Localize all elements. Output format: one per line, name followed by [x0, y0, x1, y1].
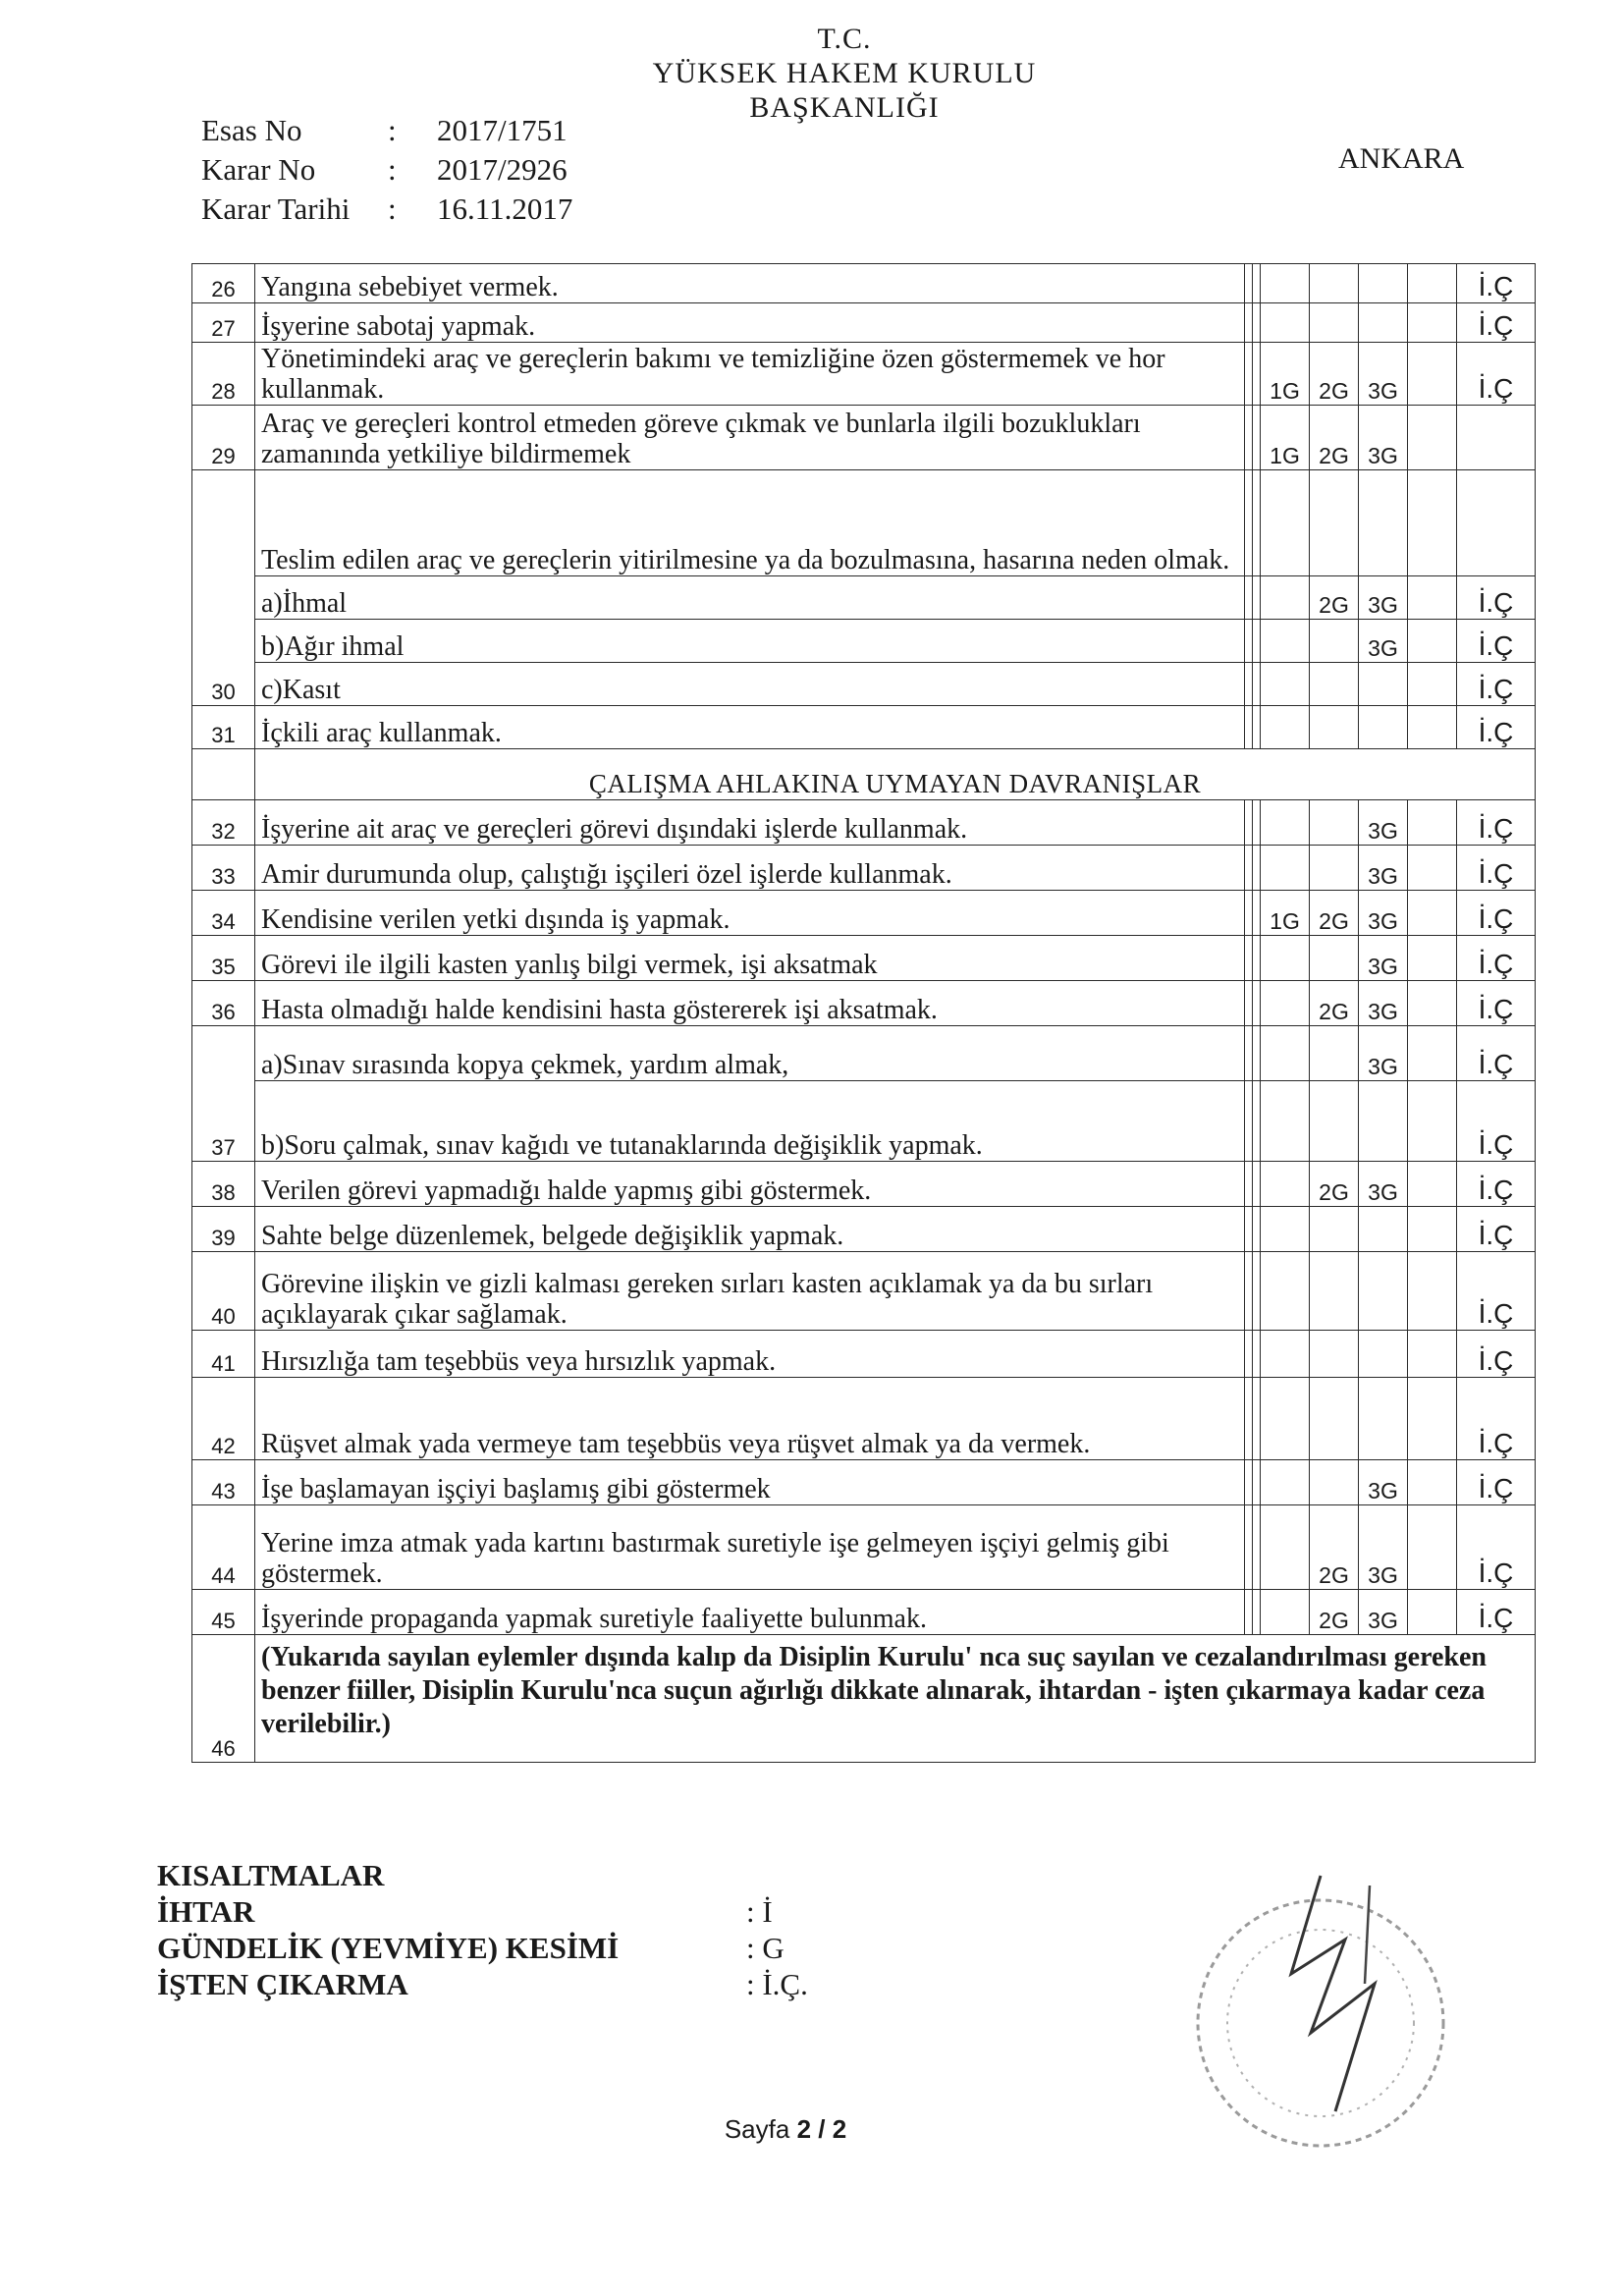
row-number: 40 — [192, 1252, 255, 1331]
row-number: 37 — [192, 1026, 255, 1162]
meta-colon: : — [388, 191, 397, 226]
row-description: İşyerine ait araç ve gereçleri görevi dışındaki işlerde kullanmak. — [255, 800, 1245, 846]
table-row — [192, 800, 1536, 846]
institution-header — [589, 22, 1100, 125]
penalty-dismissal: İ.Ç — [1457, 1026, 1536, 1081]
table-row — [192, 620, 1536, 663]
meta-colon: : — [388, 152, 397, 187]
penalty-dismissal: İ.Ç — [1457, 1252, 1536, 1331]
penalty-dismissal: İ.Ç — [1457, 1081, 1536, 1162]
row-description: İşe başlamayan işçiyi başlamış gibi göstermek — [255, 1460, 1245, 1505]
row-number: 46 — [192, 1635, 255, 1763]
penalty-3g: 3G — [1359, 936, 1408, 981]
table-row — [192, 846, 1536, 891]
penalty-dismissal: İ.Ç — [1457, 1331, 1536, 1378]
table-row — [192, 936, 1536, 981]
meta-colon: : — [388, 113, 397, 147]
penalty-dismissal: İ.Ç — [1457, 891, 1536, 936]
penalty-3g: 3G — [1359, 891, 1408, 936]
row-number: 32 — [192, 800, 255, 846]
row-description: Rüşvet almak yada vermeye tam teşebbüs veya rüşvet almak ya da vermek. — [255, 1378, 1245, 1460]
row-description: Yangına sebebiyet vermek. — [255, 264, 1245, 303]
table-row — [192, 1378, 1536, 1460]
row-number: 33 — [192, 846, 255, 891]
header-line-tc: T.C. — [817, 23, 872, 55]
row-description: Verilen görevi yapmadığı halde yapmış gibi göstermek. — [255, 1162, 1245, 1207]
row-description: (Yukarıda sayılan eylemler dışında kalıp da Disiplin Kurulu' nca suç sayılan ve cezalandırılması gereken benzer fiiller, Disiplin Kurulu'nca suçun ağırlığı dikkate alınarak, ihtardan - işten çıkarmaya kadar ceza verilebilir.) — [255, 1635, 1536, 1763]
row-description: İçkili araç kullanmak. — [255, 706, 1245, 749]
abbreviation-code: : G — [746, 1931, 784, 1965]
row-number: 28 — [192, 343, 255, 406]
row-description: a)Sınav sırasında kopya çekmek, yardım almak, — [255, 1026, 1245, 1081]
penalty-table — [191, 263, 1536, 1763]
table-row — [192, 663, 1536, 706]
row-number: 45 — [192, 1590, 255, 1635]
row-number: 43 — [192, 1460, 255, 1505]
row-number: 26 — [192, 264, 255, 303]
penalty-3g: 3G — [1359, 1505, 1408, 1590]
city-label: ANKARA — [1338, 142, 1465, 175]
table-row — [192, 981, 1536, 1026]
row-number: 27 — [192, 303, 255, 343]
abbreviations — [157, 1858, 808, 2002]
page-number: 2 / 2 — [796, 2114, 847, 2144]
row-number: 44 — [192, 1505, 255, 1590]
meta-value: 2017/1751 — [437, 113, 568, 147]
penalty-dismissal: İ.Ç — [1457, 264, 1536, 303]
table-row — [192, 264, 1536, 303]
meta-value: 16.11.2017 — [437, 191, 573, 226]
section-heading: ÇALIŞMA AHLAKINA UYMAYAN DAVRANIŞLAR — [255, 749, 1536, 800]
abbreviation-item — [157, 1966, 808, 2002]
abbreviation-code: : İ.Ç. — [746, 1967, 808, 2001]
penalty-1g: 1G — [1261, 891, 1310, 936]
penalty-2g: 2G — [1310, 1590, 1359, 1635]
row-number: 42 — [192, 1378, 255, 1460]
table-row — [192, 1590, 1536, 1635]
penalty-dismissal: İ.Ç — [1457, 981, 1536, 1026]
row-description: Teslim edilen araç ve gereçlerin yitirilmesine ya da bozulmasına, hasarına neden olmak. — [255, 470, 1245, 576]
penalty-3g: 3G — [1359, 1026, 1408, 1081]
penalty-1g: 1G — [1261, 343, 1310, 406]
penalty-2g: 2G — [1310, 406, 1359, 470]
meta-row-tarih — [201, 191, 572, 231]
row-description: Görevine ilişkin ve gizli kalması gereken sırları kasten açıklamak ya da bu sırları açıklayarak çıkar sağlamak. — [255, 1252, 1245, 1331]
penalty-1g: 1G — [1261, 406, 1310, 470]
row-number: 35 — [192, 936, 255, 981]
penalty-dismissal: İ.Ç — [1457, 846, 1536, 891]
table-row — [192, 1026, 1536, 1081]
row-description: Amir durumunda olup, çalıştığı işçileri özel işlerde kullanmak. — [255, 846, 1245, 891]
table-row — [192, 1331, 1536, 1378]
meta-row-karar — [201, 152, 572, 191]
penalty-dismissal: İ.Ç — [1457, 620, 1536, 663]
penalty-dismissal: İ.Ç — [1457, 303, 1536, 343]
table-row — [192, 1460, 1536, 1505]
row-number: 34 — [192, 891, 255, 936]
abbreviation-item — [157, 1930, 808, 1966]
table-row — [192, 1207, 1536, 1252]
row-number: 29 — [192, 406, 255, 470]
abbreviation-code: : İ — [746, 1894, 773, 1929]
penalty-2g: 2G — [1310, 891, 1359, 936]
penalty-2g: 2G — [1310, 1162, 1359, 1207]
penalty-dismissal: İ.Ç — [1457, 1162, 1536, 1207]
penalty-dismissal: İ.Ç — [1457, 576, 1536, 620]
penalty-2g: 2G — [1310, 981, 1359, 1026]
penalty-3g: 3G — [1359, 1460, 1408, 1505]
penalty-dismissal: İ.Ç — [1457, 706, 1536, 749]
row-number: 30 — [192, 470, 255, 706]
meta-label: Karar Tarihi — [201, 191, 351, 226]
row-description: İşyerinde propaganda yapmak suretiyle faaliyette bulunmak. — [255, 1590, 1245, 1635]
table-row — [192, 576, 1536, 620]
penalty-3g: 3G — [1359, 1590, 1408, 1635]
table-row — [192, 406, 1536, 470]
row-description: b)Ağır ihmal — [255, 620, 1245, 663]
official-seal-stamp — [1173, 1866, 1468, 2160]
abbreviation-term: İHTAR — [157, 1894, 255, 1929]
section-row — [192, 749, 1536, 800]
table-row — [192, 470, 1536, 576]
page-label: Sayfa — [724, 2114, 790, 2144]
row-number: 38 — [192, 1162, 255, 1207]
penalty-dismissal: İ.Ç — [1457, 936, 1536, 981]
penalty-dismissal: İ.Ç — [1457, 343, 1536, 406]
abbreviation-item — [157, 1893, 808, 1930]
penalty-3g: 3G — [1359, 846, 1408, 891]
page-footer — [687, 2114, 884, 2145]
penalty-dismissal: İ.Ç — [1457, 1207, 1536, 1252]
penalty-dismissal: İ.Ç — [1457, 1460, 1536, 1505]
meta-row-esas — [201, 113, 572, 152]
penalty-2g: 2G — [1310, 1505, 1359, 1590]
table-row — [192, 891, 1536, 936]
penalty-3g: 3G — [1359, 800, 1408, 846]
penalty-dismissal: İ.Ç — [1457, 1505, 1536, 1590]
table-row — [192, 1635, 1536, 1763]
row-description: Hasta olmadığı halde kendisini hasta göstererek işi aksatmak. — [255, 981, 1245, 1026]
row-description: Araç ve gereçleri kontrol etmeden göreve çıkmak ve bunlarla ilgili bozuklukları zamanında yetkiliye bildirmemek — [255, 406, 1245, 470]
penalty-3g: 3G — [1359, 576, 1408, 620]
penalty-3g: 3G — [1359, 981, 1408, 1026]
row-description: Hırsızlığa tam teşebbüs veya hırsızlık yapmak. — [255, 1331, 1245, 1378]
penalty-3g: 3G — [1359, 620, 1408, 663]
penalty-dismissal: İ.Ç — [1457, 663, 1536, 706]
row-description: Kendisine verilen yetki dışında iş yapmak. — [255, 891, 1245, 936]
row-number: 31 — [192, 706, 255, 749]
penalty-3g: 3G — [1359, 1162, 1408, 1207]
case-meta — [201, 113, 572, 231]
row-number: 39 — [192, 1207, 255, 1252]
row-description: c)Kasıt — [255, 663, 1245, 706]
row-description: a)İhmal — [255, 576, 1245, 620]
row-description: İşyerine sabotaj yapmak. — [255, 303, 1245, 343]
penalty-2g: 2G — [1310, 343, 1359, 406]
table-row — [192, 343, 1536, 406]
table-row — [192, 706, 1536, 749]
abbreviation-term: İŞTEN ÇIKARMA — [157, 1967, 408, 2001]
row-description: b)Soru çalmak, sınav kağıdı ve tutanaklarında değişiklik yapmak. — [255, 1081, 1245, 1162]
penalty-dismissal: İ.Ç — [1457, 1590, 1536, 1635]
meta-label: Karar No — [201, 152, 316, 187]
row-description: Sahte belge düzenlemek, belgede değişiklik yapmak. — [255, 1207, 1245, 1252]
table-row — [192, 1162, 1536, 1207]
abbreviations-title: KISALTMALAR — [157, 1858, 385, 1892]
row-description: Görevi ile ilgili kasten yanlış bilgi vermek, işi aksatmak — [255, 936, 1245, 981]
meta-label: Esas No — [201, 113, 302, 147]
penalty-2g: 2G — [1310, 576, 1359, 620]
table-row — [192, 1252, 1536, 1331]
penalty-3g: 3G — [1359, 406, 1408, 470]
table-row — [192, 1505, 1536, 1590]
meta-value: 2017/2926 — [437, 152, 568, 187]
header-line-institution: YÜKSEK HAKEM KURULU — [652, 57, 1037, 89]
penalty-dismissal: İ.Ç — [1457, 800, 1536, 846]
penalty-dismissal: İ.Ç — [1457, 1378, 1536, 1460]
row-description: Yerine imza atmak yada kartını bastırmak suretiyle işe gelmeyen işçiyi gelmiş gibi göstermek. — [255, 1505, 1245, 1590]
row-number: 41 — [192, 1331, 255, 1378]
row-number: 36 — [192, 981, 255, 1026]
penalty-3g: 3G — [1359, 343, 1408, 406]
row-description: Yönetimindeki araç ve gereçlerin bakımı ve temizliğine özen göstermemek ve hor kullanmak. — [255, 343, 1245, 406]
header-line-presidency: BAŞKANLIĞI — [749, 91, 940, 124]
abbreviation-term: GÜNDELİK (YEVMİYE) KESİMİ — [157, 1931, 620, 1965]
table-row — [192, 303, 1536, 343]
table-row — [192, 1081, 1536, 1162]
